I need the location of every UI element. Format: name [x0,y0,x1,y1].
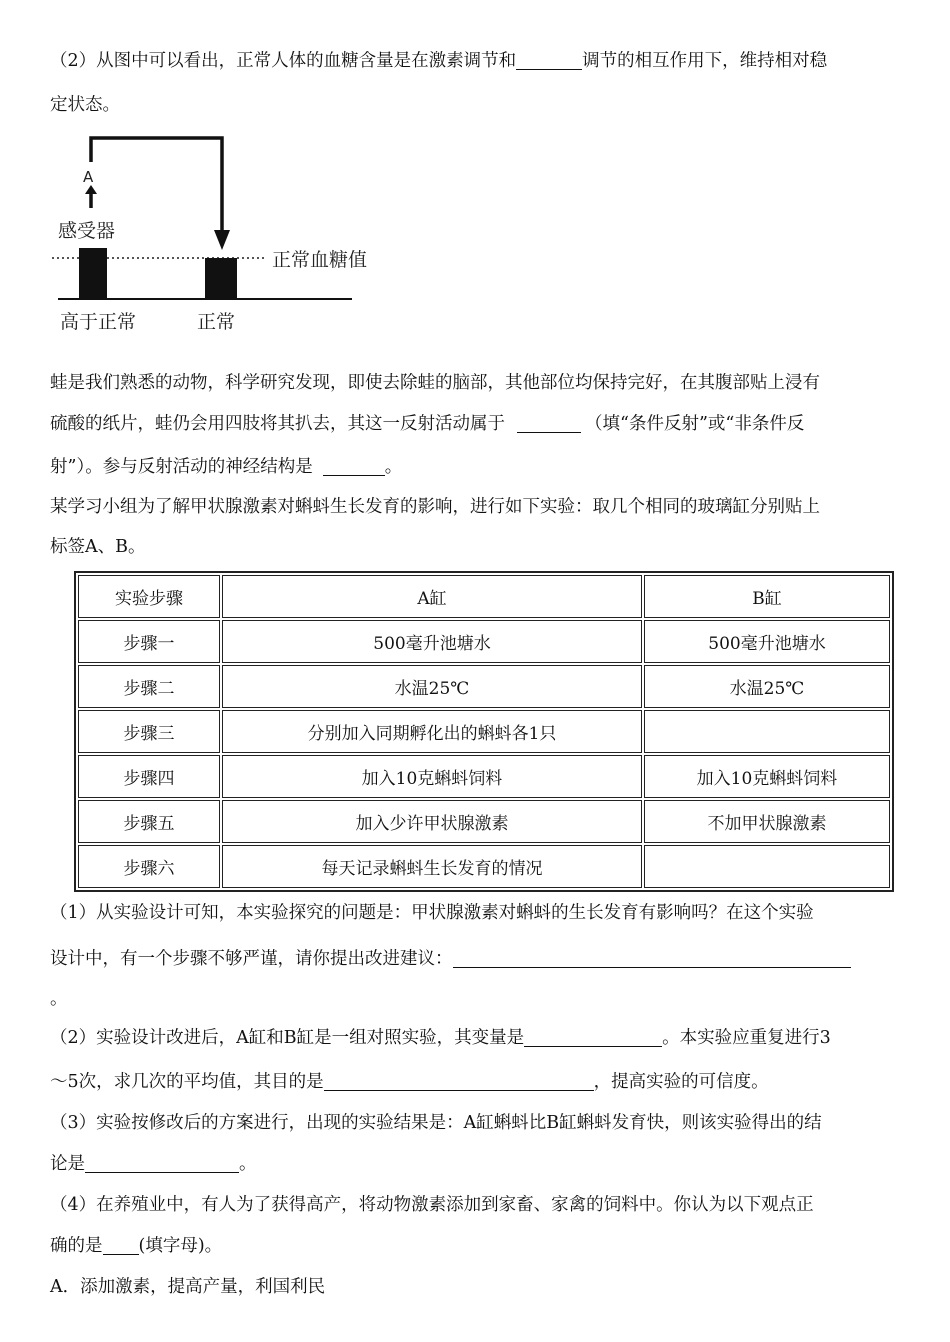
table-cell: 步骤三 [78,710,220,753]
q1-line2 [50,940,910,978]
q4-line2-text: 确的是 [50,1236,103,1256]
header-cell: B缸 [644,575,890,618]
table-cell: 加入10克蝌蚪饲料 [644,755,890,798]
table-cell: 步骤五 [78,800,220,843]
q2-top-text-after: 调节的相互作用下，维持相对稳 [582,51,828,71]
table-cell [644,845,890,888]
intro-line2: 标签A、B。 [50,537,146,557]
frog-line2-text: 硫酸的纸片，蛙仍会用四肢将其扒去，其这一反射活动属于 [50,414,505,434]
table-cell: 每天记录蝌蚪生长发育的情况 [222,845,642,888]
q2-top-text: （2）从图中可以看出，正常人体的血糖含量是在激素调节和 [50,51,517,71]
normal-label: 正常 [197,311,236,333]
table-row [78,620,890,663]
answer-blank[interactable] [453,947,851,968]
header-cell: 实验步骤 [78,575,220,618]
option-a: A．添加激素，提高产量，利国利民 [50,1277,326,1297]
answer-blank[interactable] [517,412,581,433]
frog-line1: 蛙是我们熟悉的动物，科学研究发现，即使去除蛙的脑部，其他部位均保持完好，在其腹部贴上浸有 [50,373,820,393]
table-cell: 水温25℃ [644,665,890,708]
table-row [78,800,890,843]
table-cell: 步骤六 [78,845,220,888]
table-cell: 步骤一 [78,620,220,663]
table-cell: 步骤四 [78,755,220,798]
table-cell [644,710,890,753]
q2-line1-after: 。本实验应重复进行3 [662,1028,831,1048]
normal-bar [205,258,237,298]
q4-line1: （4）在养殖业中，有人为了获得高产，将动物激素添加到家畜、家禽的饲料中。你认为以下观点正 [50,1195,814,1215]
q1-line3: 。 [50,989,68,1009]
table-cell: 加入10克蝌蚪饲料 [222,755,642,798]
frog-line3 [50,448,910,486]
q2-top-line1 [50,42,910,80]
q2-line1-text: （2）实验设计改进后，A缸和B缸是一组对照实验，其变量是 [50,1028,525,1048]
table-cell: 500毫升池塘水 [644,620,890,663]
table-header-row [78,575,890,618]
q2-line2-text: ～5次，求几次的平均值，其目的是 [50,1072,324,1092]
blood-sugar-diagram [50,130,410,340]
table-row [78,755,890,798]
q3-line2 [50,1145,910,1183]
table-row [78,845,890,888]
q3-line2-after: 。 [239,1154,257,1174]
down-arrow-head [214,230,230,250]
table-cell: 步骤二 [78,665,220,708]
q4-line2-after: (填字母)。 [138,1236,223,1256]
high-bar [79,248,107,298]
normal-value-label: 正常血糖值 [272,249,368,271]
header-cell: A缸 [222,575,642,618]
q2-top-line2: 定状态。 [50,95,120,115]
frog-line3-text: 射”）。参与反射活动的神经结构是 [50,457,313,477]
table-row [78,710,890,753]
q1-line2-text: 设计中，有一个步骤不够严谨，请你提出改进建议： [50,949,453,969]
q3-line2-text: 论是 [50,1154,85,1174]
table-cell: 水温25℃ [222,665,642,708]
intro-line1: 某学习小组为了解甲状腺激素对蝌蚪生长发育的影响，进行如下实验：取几个相同的玻璃缸分别贴上 [50,497,820,517]
table-cell: 不加甲状腺激素 [644,800,890,843]
frog-line2 [50,405,910,443]
q2-line2-after: ，提高实验的可信度。 [593,1072,769,1092]
q4-line2 [50,1227,910,1265]
answer-blank[interactable] [103,1234,139,1255]
answer-blank[interactable] [516,49,582,70]
receptor-label: 感受器 [58,220,116,242]
up-arrow-head [85,185,97,194]
answer-blank[interactable] [323,455,385,476]
answer-blank[interactable] [324,1070,594,1091]
table-cell: 加入少许甲状腺激素 [222,800,642,843]
q2-line2 [50,1063,910,1101]
q1-line1: （1）从实验设计可知，本实验探究的问题是：甲状腺激素对蝌蚪的生长发育有影响吗？在这个实验 [50,903,814,923]
table-row [78,665,890,708]
q2-line1 [50,1019,910,1057]
frog-line2-after: （填“条件反射”或“非条件反 [585,414,805,434]
frog-line3-after: 。 [384,457,403,477]
answer-blank[interactable] [524,1026,662,1047]
table-cell: 分别加入同期孵化出的蝌蚪各1只 [222,710,642,753]
experiment-table [74,571,894,892]
label-a: A [83,168,94,186]
table-cell: 500毫升池塘水 [222,620,642,663]
q3-line1: （3）实验按修改后的方案进行，出现的实验结果是：A缸蝌蚪比B缸蝌蚪发育快，则该实验得出的结 [50,1113,822,1133]
high-label: 高于正常 [60,311,137,333]
answer-blank[interactable] [85,1152,239,1173]
